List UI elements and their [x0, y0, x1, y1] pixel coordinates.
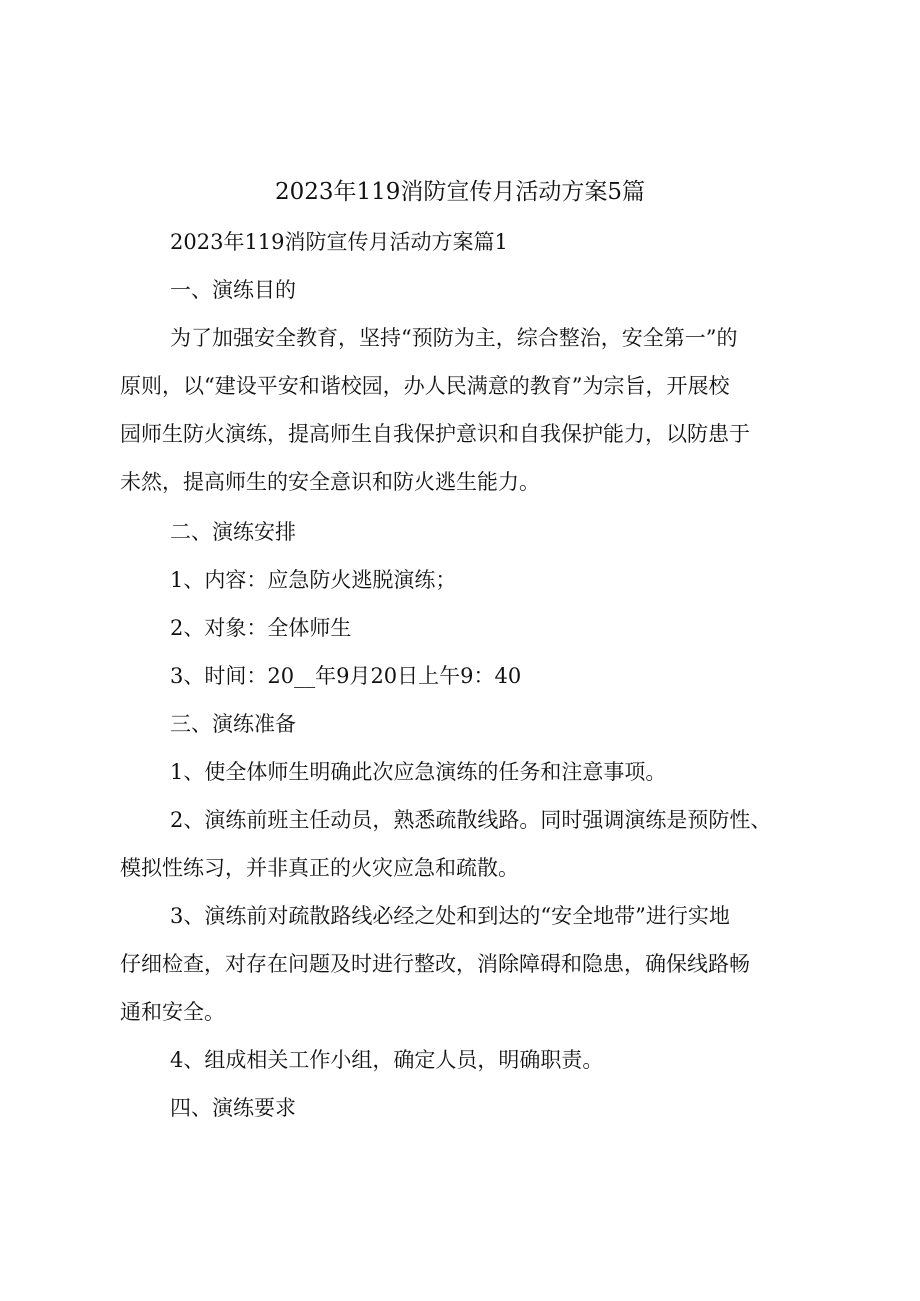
paragraph-line: 通和安全。	[120, 1000, 225, 1024]
list-item: 3、时间：20__年9月20日上午9：40	[170, 664, 522, 688]
list-item: 1、内容：应急防火逃脱演练；	[170, 568, 457, 592]
list-item: 4、组成相关工作小组，确定人员，明确职责。	[170, 1048, 604, 1072]
paragraph-line: 仔细检查，对存在问题及时进行整改，消除障碍和隐患，确保线路畅	[120, 952, 750, 976]
heading-preparation: 三、演练准备	[170, 712, 296, 736]
paragraph-line: 未然，提高师生的安全意识和防火逃生能力。	[120, 470, 540, 494]
paragraph-line: 模拟性练习，并非真正的火灾应急和疏散。	[120, 856, 519, 880]
list-item: 3、演练前对疏散路线必经之处和到达的“安全地带”进行实地	[170, 904, 730, 928]
list-item: 2、对象：全体师生	[170, 616, 352, 640]
document-title: 2023年119消防宣传月活动方案5篇	[274, 179, 646, 205]
paragraph-line: 原则，以“建设平安和谐校园，办人民满意的教育”为宗旨，开展校	[120, 374, 730, 398]
heading-requirements: 四、演练要求	[170, 1096, 296, 1120]
heading-purpose: 一、演练目的	[170, 278, 296, 302]
paragraph-line: 为了加强安全教育，坚持“预防为主，综合整治，安全第一”的	[170, 326, 738, 350]
list-item: 1、使全体师生明确此次应急演练的任务和注意事项。	[170, 760, 667, 784]
heading-arrangement: 二、演练安排	[170, 520, 296, 544]
paragraph-line: 园师生防火演练，提高师生自我保护意识和自我保护能力，以防患于	[120, 422, 750, 446]
section-heading: 2023年119消防宣传月活动方案篇1	[170, 230, 508, 254]
list-item: 2、演练前班主任动员，熟悉疏散线路。同时强调演练是预防性、	[170, 808, 772, 832]
